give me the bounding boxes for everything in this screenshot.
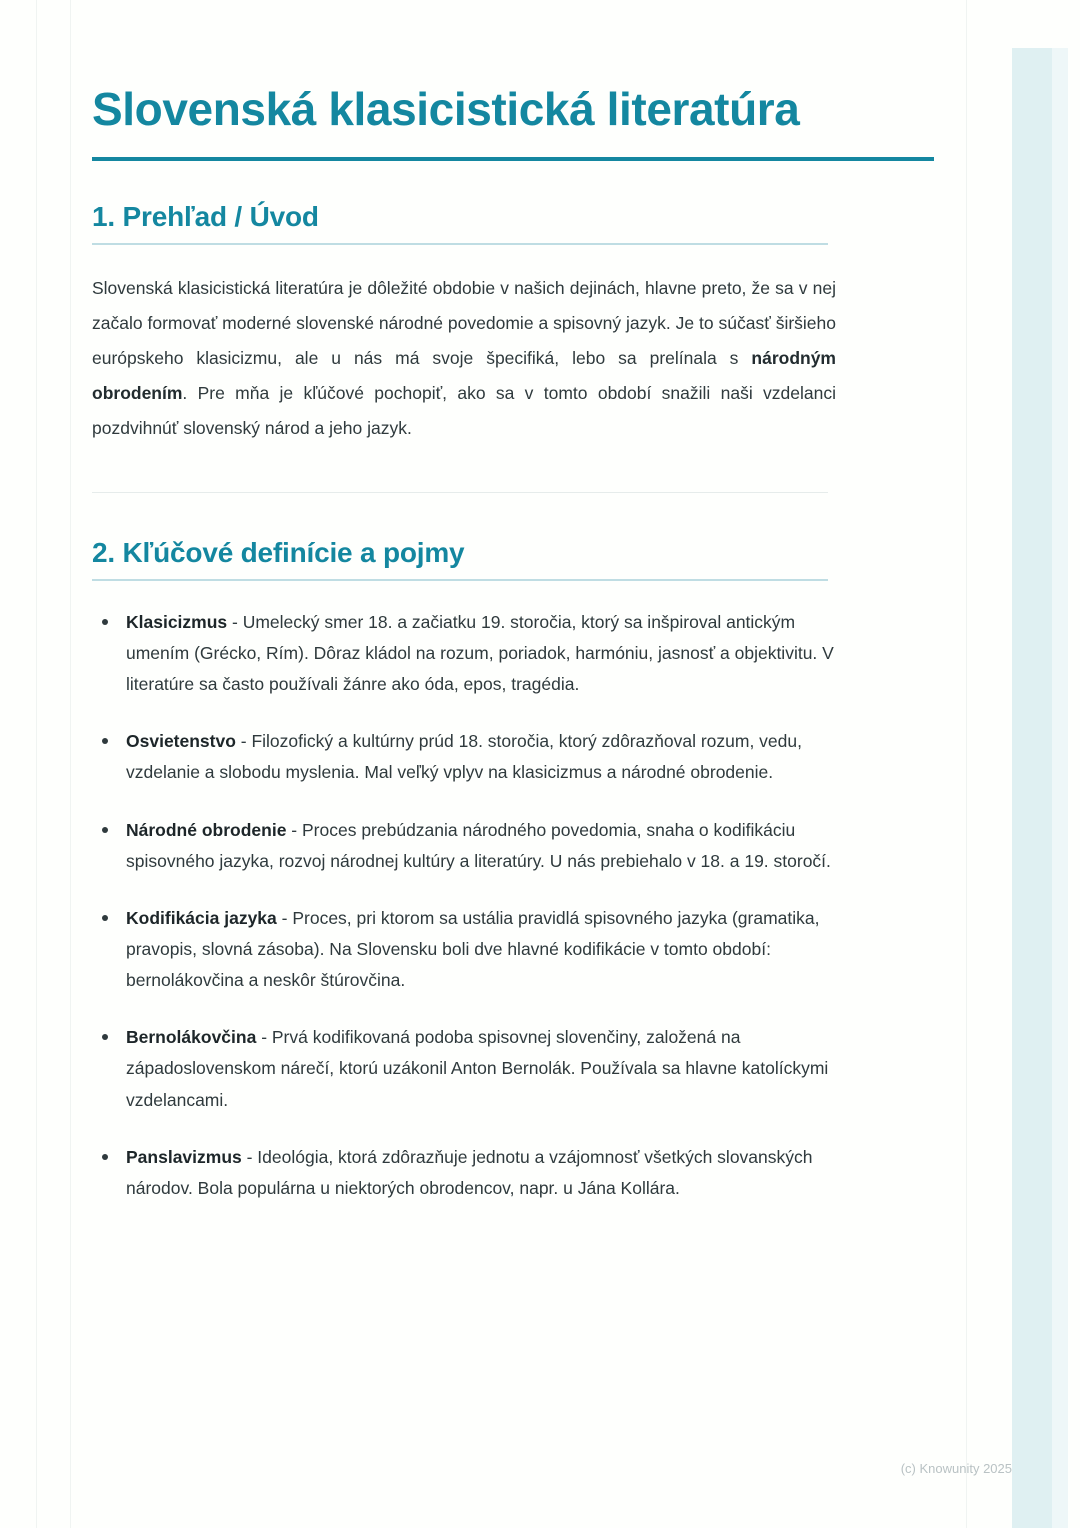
page-ruling-line [36,0,37,1528]
section-heading-overview: 1. Prehľad / Úvod [92,200,319,232]
list-item [92,903,836,996]
list-item [92,726,836,788]
page-title: Slovenská klasicistická literatúra [92,83,800,135]
section-heading-definitions: 2. Kľúčové definície a pojmy [92,536,465,568]
decorative-side-band [1012,48,1052,1528]
term-label: Kodifikácia jazyka [126,907,277,928]
term-label: Národné obrodenie [126,819,287,840]
term-definition: - Proces prebúdzania národného povedomia, snaha o kodifikáciu spisovného jazyka, rozvoj národnej kultúry a literatúry. U nás prebiehalo v 18. a 19. storočí. [126,819,831,871]
overview-paragraph [92,271,836,446]
footer-credit: (c) Knowunity 2025 [900,1461,1012,1476]
term-label: Panslavizmus [126,1146,242,1167]
term-definition: - Filozofický a kultúrny prúd 18. storočia, ktorý zdôrazňoval rozum, vedu, vzdelanie a slobodu myslenia. Mal veľký vplyv na klasicizmus a národné obrodenie. [126,731,802,783]
content-divider [92,492,828,493]
list-item [92,1142,836,1204]
section-divider [92,579,828,581]
term-definition: - Proces, pri ktorom sa ustália pravidlá spisovného jazyka (gramatika, pravopis, slovná zásoba). Na Slovensku boli dve hlavné kodifikácie v tomto období: bernolákovčina a neskôr štúrovčina. [126,907,820,991]
overview-paragraph-part1: Slovenská klasicistická literatúra je dôležité obdobie v našich dejinách, hlavne preto, že sa v nej začalo formovať moderné slovenské národné povedomie a spisovný jazyk. Je to súčasť širšieho európskeho klasicizmu, ale u nás má svoje špecifiká, lebo sa prelínala s [92,277,836,368]
overview-paragraph-emphasis: národným obrodením [92,347,836,403]
term-label: Osvietenstvo [126,731,236,752]
term-definition: - Ideológia, ktorá zdôrazňuje jednotu a vzájomnosť všetkých slovanských národov. Bola populárna u niektorých obrodencov, napr. u Jána Kollára. [126,1146,813,1198]
page-ruling-line [966,0,967,1528]
term-definition: - Prvá kodifikovaná podoba spisovnej slovenčiny, založená na západoslovenskom nárečí, ktorú uzákonil Anton Bernolák. Používala sa hlavne katolíckymi vzdelancami. [126,1027,829,1110]
document-content [92,80,836,1230]
list-item [92,815,836,877]
page-ruling-line [70,0,71,1528]
list-item [92,607,836,700]
term-definition: - Umelecký smer 18. a začiatku 19. storočia, ktorý sa inšpiroval antickým umením (Grécko, Rím). Dôraz kládol na rozum, poriadok, harmóniu, jasnosť a objektivitu. V literatúre sa často používali žánre ako óda, epos, tragédia. [126,611,834,695]
decorative-side-band-inner [1052,48,1068,1528]
title-divider [92,157,934,161]
overview-paragraph-part2: . Pre mňa je kľúčové pochopiť, ako sa v tomto období snažili naši vzdelanci pozdvihnúť slovenský národ a jeho jazyk. [92,382,836,438]
list-item [92,1022,836,1115]
term-label: Klasicizmus [126,611,228,632]
section-divider [92,243,828,245]
definitions-list [92,607,836,1204]
term-label: Bernolákovčina [126,1027,257,1048]
